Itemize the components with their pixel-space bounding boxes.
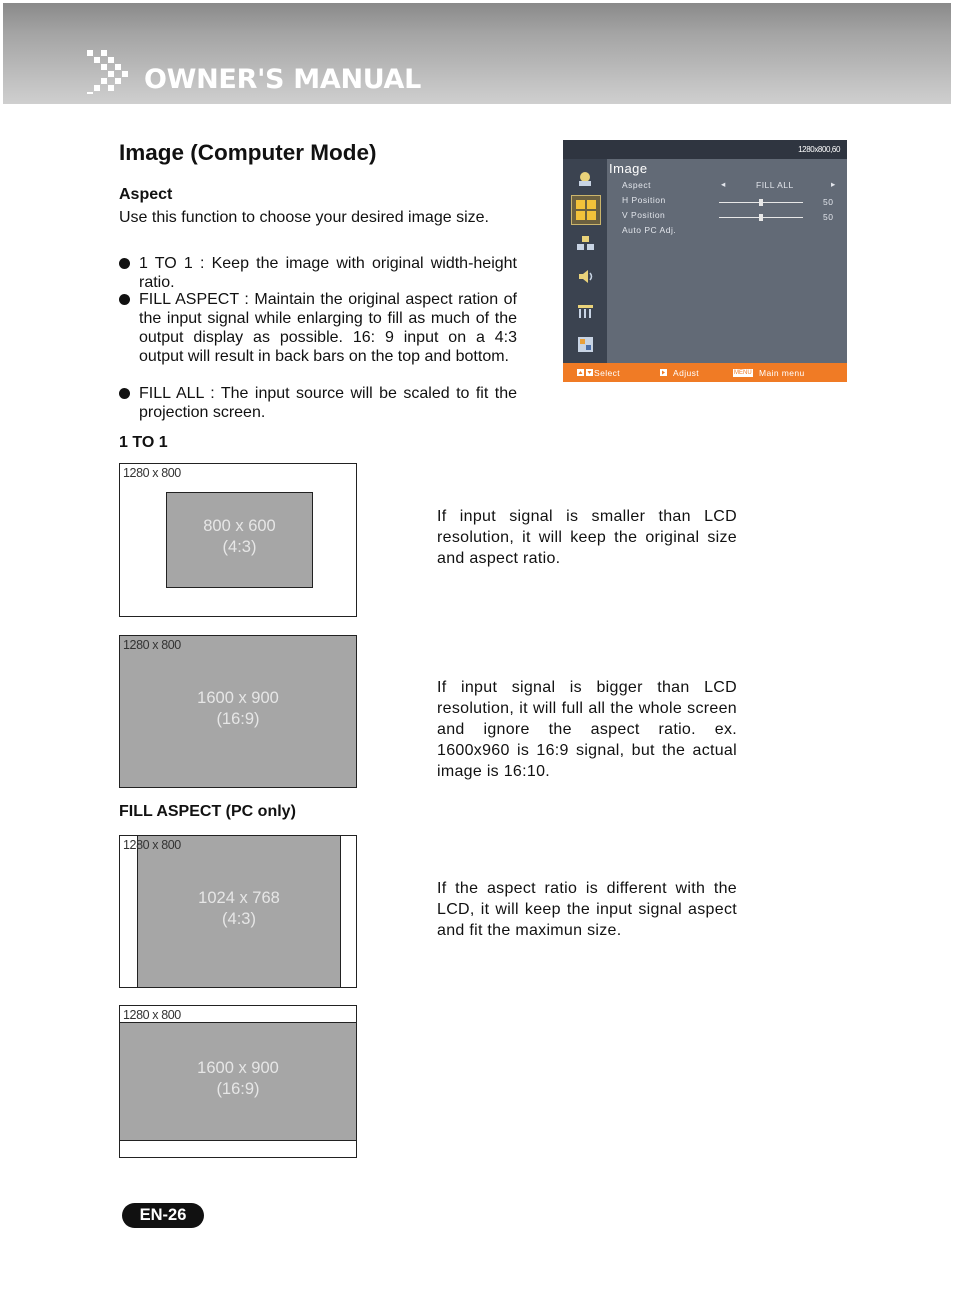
input-image-box xyxy=(120,636,356,787)
input-ratio: (16:9) xyxy=(216,1080,260,1098)
image-icon[interactable] xyxy=(571,195,601,225)
input-image-box xyxy=(119,1022,357,1141)
one-to-one-desc-large: If input signal is bigger than LCD resolution, it will full all the whole screen and ignore the aspect ratio. ex. 1600x960 is 16:9 signal, but the actual image is 16:10. xyxy=(437,679,737,780)
one-to-one-desc-small: If input signal is smaller than LCD resolution, it will keep the original size and aspect ratio. xyxy=(437,508,737,567)
input-resolution: 800 x 600 xyxy=(203,517,276,535)
options-icon[interactable] xyxy=(573,299,598,324)
h-position-value: 50 xyxy=(823,197,834,207)
osd-menu-screenshot xyxy=(563,140,847,382)
input-resolution: 1024 x 768 xyxy=(198,889,280,907)
osd-row-h-position[interactable]: H Position xyxy=(622,195,666,205)
diagram-1to1-small xyxy=(119,463,357,617)
osd-sidebar xyxy=(563,159,607,363)
input-ratio: (16:9) xyxy=(216,710,260,728)
aspect-intro: Use this function to choose your desired image size. xyxy=(119,209,489,226)
osd-row-v-position[interactable]: V Position xyxy=(622,210,666,220)
osd-heading: Image xyxy=(609,161,648,176)
aspect-heading: Aspect xyxy=(119,186,173,203)
chevron-left-icon[interactable]: ◂ xyxy=(721,179,726,189)
right-key-icon xyxy=(660,369,667,376)
diagram-fill-aspect-4-3 xyxy=(119,835,357,988)
bullet-item xyxy=(119,384,517,422)
footer-select: Select xyxy=(594,368,621,378)
osd-row-aspect[interactable]: Aspect xyxy=(622,180,651,190)
input-ratio: (4:3) xyxy=(222,538,257,556)
manual-title: OWNER'S MANUAL xyxy=(144,64,422,95)
v-position-value: 50 xyxy=(823,212,834,222)
slider-knob[interactable] xyxy=(759,214,763,221)
osd-resolution: 1280x800,60 xyxy=(798,145,840,154)
input-ratio: (4:3) xyxy=(222,910,256,928)
osd-footer-bar xyxy=(563,363,847,382)
h-position-slider[interactable] xyxy=(719,202,803,203)
bullet-dot-icon xyxy=(119,258,130,269)
input-resolution: 1600 x 900 xyxy=(197,1059,279,1077)
footer-main-menu: Main menu xyxy=(759,368,805,378)
updown-keys-icon xyxy=(577,369,593,376)
chevron-logo-icon xyxy=(87,50,131,94)
section-title: Image (Computer Mode) xyxy=(119,140,377,165)
menu-key-icon: MENU xyxy=(734,370,752,376)
bullet-dot-icon xyxy=(119,388,130,399)
slider-knob[interactable] xyxy=(759,199,763,206)
screen-resolution-label: 1280 x 800 xyxy=(123,638,181,652)
v-position-slider[interactable] xyxy=(719,217,803,218)
chevron-right-icon[interactable]: ▸ xyxy=(831,179,836,189)
one-to-one-heading: 1 TO 1 xyxy=(119,434,168,451)
osd-row-auto-pc-adj[interactable]: Auto PC Adj. xyxy=(622,225,677,235)
picture-icon[interactable] xyxy=(573,167,598,192)
bullet-text: FILL ASPECT : Maintain the original aspect ration of the input signal while enlarging to fill as much of the output display as possible. 16: 9 input on a 4:3 output will result in back bars on the top and bottom. xyxy=(139,291,517,365)
screen-resolution-label: 1280 x 800 xyxy=(123,466,181,480)
page-number-badge: EN-26 xyxy=(122,1203,204,1228)
bullet-item xyxy=(119,254,517,292)
language-icon[interactable] xyxy=(573,332,598,357)
fill-aspect-desc: If the aspect ratio is different with the LCD, it will keep the input signal aspect and fit the maximun size. xyxy=(437,880,737,939)
input-resolution: 1600 x 900 xyxy=(197,689,279,707)
bullet-item xyxy=(119,290,517,366)
screen-resolution-label: 1280 x 800 xyxy=(123,838,181,852)
bullet-text: FILL ALL : The input source will be scaled to fit the projection screen. xyxy=(139,385,517,421)
header-banner xyxy=(3,3,951,104)
osd-top-bar xyxy=(563,140,847,159)
bullet-dot-icon xyxy=(119,294,130,305)
footer-adjust: Adjust xyxy=(673,368,700,378)
fill-aspect-heading: FILL ASPECT (PC only) xyxy=(119,803,296,820)
osd-aspect-value: FILL ALL xyxy=(756,180,794,190)
audio-icon[interactable] xyxy=(573,264,598,289)
input-image-box xyxy=(137,835,341,988)
diagram-fill-aspect-16-9 xyxy=(119,1005,357,1158)
bullet-text: 1 TO 1 : Keep the image with original width-height ratio. xyxy=(139,255,517,291)
input-image-box xyxy=(166,492,313,588)
screen-resolution-label: 1280 x 800 xyxy=(123,1008,181,1022)
diagram-1to1-large xyxy=(119,635,357,788)
setting-icon[interactable] xyxy=(573,231,598,256)
